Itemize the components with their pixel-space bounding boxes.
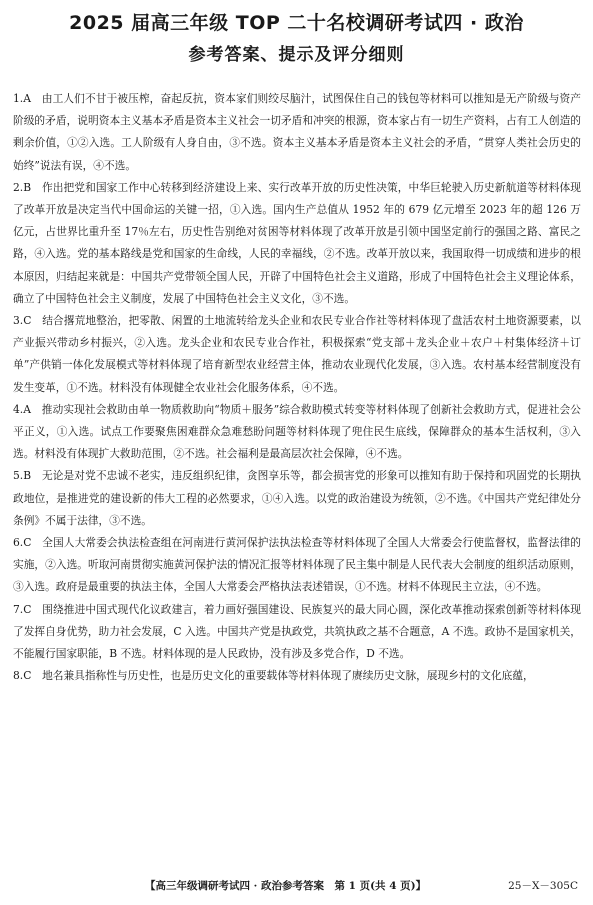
answer-explanation: 全国人大常委会执法检查组在河南进行黄河保护法执法检查等材料体现了全国人大常委会行使监督权，监督法律的实施，②入选。听取河南贯彻实施黄河保护法的情况汇报等材料体现了民主集中制是人民代表大会制度的组织活动原则，③入选。政府是最重要的执法主体，全国人大常委会严格执法表述错误，①不选。材料不体现民主立法，④不选。 — [13, 536, 581, 594]
answer-number: 6.C — [13, 536, 32, 550]
answer-number: 2.B — [13, 180, 32, 194]
footer-code: 25－X－305C — [508, 880, 578, 892]
answer-number: 3.C — [13, 314, 32, 328]
answer-explanation: 无论是对党不忠诚不老实，违反组织纪律，贪图享乐等，都会损害党的形象可以推知有助于保持和巩固党的长期执政地位，是推进党的建设新的伟大工程的必然要求，①④入选。以党的政治建设为统领，②不选。《中国共产党纪律处分条例》不属于法律，③不选。 — [13, 469, 581, 527]
answer-explanation: 地名兼具指称性与历史性，也是历史文化的重要载体等材料体现了赓续历史文脉，展现乡村的文化底蕴， — [42, 669, 534, 683]
answer-number: 8.C — [13, 669, 32, 683]
answer-number: 5.B — [13, 469, 32, 483]
answer-item — [13, 599, 581, 666]
answer-number: 7.C — [13, 602, 32, 616]
answer-item — [13, 665, 581, 687]
footer-page-info: 【高三年级调研考试四 · 政治参考答案 第 1 页(共 4 页)】 — [145, 880, 427, 892]
answer-item — [13, 532, 581, 599]
answer-item — [13, 465, 581, 532]
answer-number: 1.A — [13, 92, 31, 105]
answer-explanation: 推动实现社会救助由单一物质救助向“物质＋服务”综合救助模式转变等材料体现了创新社会救助方式，促进社会公平正义，①入选。试点工作要聚焦困难群众急难愁盼问题等材料体现了兜住民生底线，保障群众的基本生活权利，③入选。材料没有体现扩大救助范围，②不选。社会福利是最高层次社会保障，④不选。 — [13, 402, 581, 461]
answer-item — [13, 399, 581, 466]
answer-list — [13, 88, 581, 687]
answer-item — [13, 310, 581, 399]
answer-explanation: 结合撂荒地整治，把零散、闲置的土地流转给龙头企业和农民专业合作社等材料体现了盘活农村土地资源要素，以产业振兴带动乡村振兴，②入选。龙头企业和农民专业合作社，积极探索“党支部＋龙头企业＋农户＋村集体经济＋订单”产供销一体化发展模式等材料体现了培育新型农业经营主体，推动农业现代化发展，③入选。农村基本经营制度没有发生变革，①不选。材料没有体现健全农业社会化服务体系，④不选。 — [13, 314, 581, 394]
answer-explanation: 由工人们不甘于被压榨，奋起反抗，资本家们则绞尽脑汁，试图保住自己的钱包等材料可以推知是无产阶级与资产阶级的矛盾，说明资本主义基本矛盾是资本主义社会一切矛盾和冲突的根源，资本家占有一切生产资料，占有工人创造的剩余价值，①②入选。工人阶级有人身自由，③不选。资本主义基本矛盾是资本主义社会的矛盾，“贯穿人类社会历史的始终”说法有误，④不选。 — [13, 92, 581, 172]
page-title: 2025 届高三年级 TOP 二十名校调研考试四 · 政治 — [69, 12, 524, 34]
answer-item — [13, 88, 581, 177]
answer-explanation: 围绕推进中国式现代化议政建言，着力画好强国建设、民族复兴的最大同心圆，深化改革推动探索创新等材料体现了发挥自身优势，助力社会发展，C 入选。中国共产党是执政党，共筑执政之基不合题意，A 不选。政协不是国家机关，不能履行国家职能，B 不选。材料体现的是人民政协，没有涉及多党合作，D 不选。 — [13, 602, 581, 661]
page-subtitle: 参考答案、提示及评分细则 — [188, 45, 405, 65]
answer-number: 4.A — [13, 402, 31, 416]
answer-item — [13, 177, 581, 310]
answer-explanation: 作出把党和国家工作中心转移到经济建设上来、实行改革开放的历史性决策，中华巨轮驶入历史新航道等材料体现了改革开放是决定当代中国命运的关键一招，①入选。国内生产总值从 1952 年的 679 亿元增至 2023 年的超 126 万亿元，占世界比重升至 17％左右，历史性告别绝对贫困等材料体现了改革开放是引领中国坚定前行的强国之路、富民之路，④入选。党的基本路线是党和国家的生命线，人民的幸福线，②不选。改革开放以来，我国取得一切成绩和进步的根本原因，归结起来就是：中国共产党带领全国人民，开辟了中国特色社会主义道路，形成了中国特色社会主义理论体系，确立了中国特色社会主义制度，发展了中国特色社会主义文化，③不选。 — [13, 180, 581, 305]
